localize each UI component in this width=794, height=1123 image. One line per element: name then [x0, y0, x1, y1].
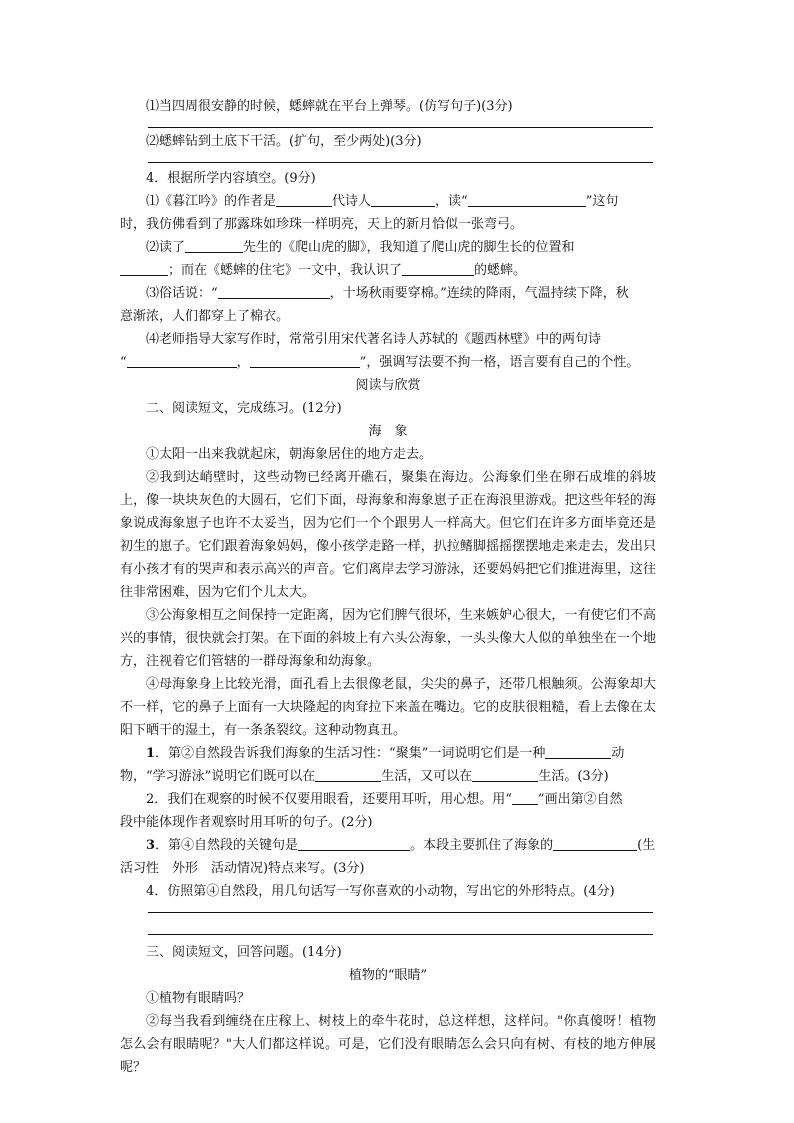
question-4-4-cont: “ ， ”，强调写法要不拘一格，语言要有自己的个性。 [120, 355, 640, 370]
passage-paragraph: ③公海象相互之间保持一定距离，因为它们脾气很坏，生来嫉妒心很大，一有使它们不高兴的事情，很快就会打架。在下面的斜坡上有六头公海象，一头头像大人似的单独坐在一个地方，注视着它们管辖的一群母海象和幼海象。 [120, 608, 656, 669]
blank-answer[interactable] [315, 767, 381, 782]
passage-title: 海 象 [368, 424, 408, 439]
passage-paragraph: ②我到达峭壁时，这些动物已经离开礁石，聚集在海边。公海象们坐在卵石成堆的斜坡上，像一块块灰色的大圆石，它们下面，母海象和海象崽子正在海浪里游戏。把这些年轻的海象说成海象崽子也许不太妥当，因为它们一个个跟男人一样高大。但它们在许多方面毕竟还是初生的崽子。它们跟着海象妈妈，像小孩学走路一样，扒拉鳍脚摇摇摆摆地走来走去，发出只有小孩才有的哭声和表示高兴的声音。它们离岸去学习游泳，还要妈妈把它们推进海里，这往往非常困难，因为它们个儿太大。 [120, 470, 656, 600]
blank-proverb[interactable] [218, 284, 330, 299]
part2-question-3: 3．第④自然段的关键句是 。本段主要抓住了海象的 (生 [146, 838, 656, 853]
blank-author[interactable] [185, 238, 243, 253]
question-4-4: ⑷老师指导大家写作时，常常引用宋代著名诗人苏轼的《题西林壁》中的两句诗 [146, 332, 602, 347]
part2-question-2: 2．我们在观察的时候不仅要用眼看，还要用耳听，用心想。用“ ”画出第②自然 [146, 792, 623, 807]
passage-paragraph: ①植物有眼睛吗？ [146, 991, 251, 1006]
blank-adjective[interactable] [402, 261, 474, 276]
passage-paragraph: ②每当我看到缠绕在庄稼上、树枝上的牵牛花时，总这样想，这样问。"你真傻呀！植物怎么会有眼睛呢？"大人们都这样说。可是，它们没有眼睛怎么会只向有树、有枝的地方伸展呢？ [120, 1014, 656, 1075]
blank-answer[interactable] [545, 744, 611, 759]
underline-mark [512, 790, 538, 805]
blank-answer[interactable] [472, 767, 538, 782]
part2-heading: 二、阅读短文，完成练习。(12分) [146, 401, 342, 416]
part2-question-3-cont: 活习性 外形 活动情况)特点来写。(3分) [120, 861, 365, 876]
part2-question-1: 1．第②自然段告诉我们海象的生活习性：“聚集”一词说明它们是一种 动 [146, 746, 625, 761]
passage-paragraph: ①太阳一出来我就起床，朝海象居住的地方走去。 [146, 447, 433, 462]
part3-heading: 三、阅读短文，回答问题。(14分) [146, 945, 342, 960]
question-4-heading: 4．根据所学内容填空。(9分) [146, 171, 316, 186]
question-3-2: ⑵蟋蟀钻到土底下干活。(扩句，至少两处)(3分) [146, 134, 422, 149]
question-3-1: ⑴当四周很安静的时候，蟋蟀就在平台上弹琴。(仿写句子)(3分) [146, 99, 513, 114]
part2-question-1-cont: 物，“学习游泳”说明它们既可以在 生活，又可以在 生活。(3分) [120, 769, 609, 784]
blank-key-sentence[interactable] [298, 836, 410, 851]
passage-title: 植物的“眼睛” [348, 968, 428, 983]
question-4-3-cont: 意渐浓，人们都穿上了棉衣。 [120, 309, 290, 324]
blank-poet[interactable] [371, 192, 435, 207]
blank-location[interactable] [120, 261, 168, 276]
blank-poem-line-1[interactable] [127, 353, 237, 368]
worksheet-page [120, 95, 656, 1079]
part2-question-2-cont: 段中能体现作者观察时用耳听的句子。(2分) [120, 815, 373, 830]
question-4-2-cont: ；而在《蟋蟀的住宅》一文中，我认识了 的蟋蟀。 [120, 259, 656, 282]
question-4-2: ⑵读了 先生的《爬山虎的脚》，我知道了爬山虎的脚生长的位置和 [146, 240, 575, 255]
blank-poem-line-2[interactable] [250, 353, 360, 368]
question-4-3: ⑶俗话说：“ ，十场秋雨要穿棉。”连续的降雨，气温持续下降，秋 [146, 286, 629, 301]
passage-paragraph: ④母海象身上比较光滑，面孔看上去很像老鼠，尖尖的鼻子，还带几根触须。公海象却大不一样，它的鼻子上面有一大块隆起的肉耷拉下来盖在嘴边。它的皮肤很粗糙，看上去像在太阳下晒干的湿土，有一条条裂纹。这种动物真丑。 [120, 677, 656, 738]
blank-author[interactable] [276, 192, 332, 207]
question-4-1-cont: 时，我仿佛看到了那露珠如珍珠一样明亮，天上的新月恰似一张弯弓。 [120, 217, 524, 232]
section-title: 阅读与欣赏 [355, 378, 421, 393]
blank-feature[interactable] [553, 836, 637, 851]
blank-poem-line[interactable] [468, 192, 586, 207]
part2-question-4: 4．仿照第④自然段，用几句话写一写你喜欢的小动物，写出它的外形特点。(4分) [146, 884, 615, 899]
question-4-1: ⑴《暮江吟》的作者是 代诗人 ，读“ ”这句 [146, 194, 619, 209]
